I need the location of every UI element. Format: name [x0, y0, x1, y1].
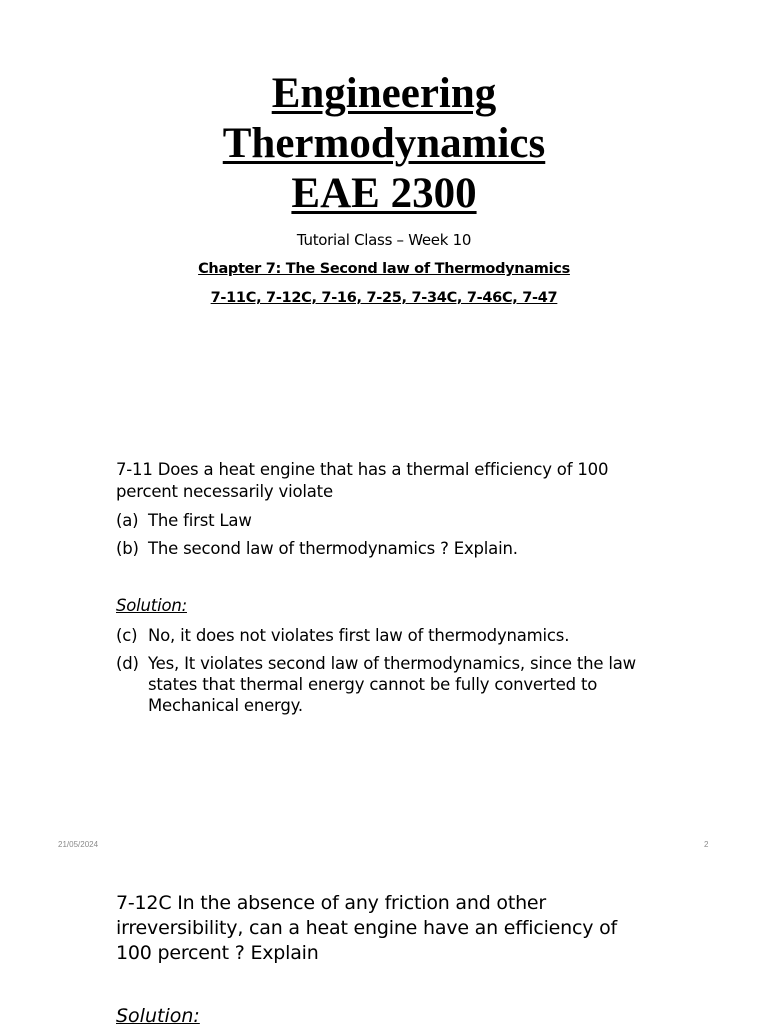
title-line-1: Engineering: [271, 70, 497, 117]
question-line-1: 7-11 Does a heat engine that has a thermal efficiency of 100: [116, 460, 609, 479]
solution-label-2: Solution:: [116, 1005, 200, 1027]
answer-label: (d): [116, 654, 139, 673]
footer-page-number: 2: [704, 840, 709, 849]
title-line-2: Thermodynamics: [222, 120, 546, 167]
chapter-heading: Chapter 7: The Second law of Thermodynamics: [198, 261, 570, 277]
subtitle: Tutorial Class – Week 10: [296, 231, 472, 249]
option-a: [116, 510, 646, 531]
problem-list: 7-11C, 7-12C, 7-16, 7-25, 7-34C, 7-46C, 7-47: [210, 290, 558, 306]
option-text: The first Law: [148, 511, 252, 530]
answer-c: [116, 625, 646, 646]
option-label: (a): [116, 511, 139, 530]
answer-text: Yes, It violates second law of thermodynamics, since the law states that thermal energy cannot be fully converted to Mechanical energy.: [148, 654, 636, 715]
question-line-2: percent necessarily violate: [116, 482, 333, 501]
question-7-12c: 7-12C In the absence of any friction and other irreversibility, can a heat engine have an efficiency of 100 percent ? Explain: [116, 892, 618, 964]
option-label: (b): [116, 539, 139, 558]
answer-label: (c): [116, 626, 138, 645]
option-b: [116, 538, 646, 559]
option-text: The second law of thermodynamics ? Explain.: [148, 539, 518, 558]
answer-text: No, it does not violates first law of thermodynamics.: [148, 626, 570, 645]
solution-label: Solution:: [116, 596, 187, 615]
footer-date: 21/05/2024: [58, 840, 99, 849]
answer-d: [116, 653, 646, 716]
title-line-3: EAE 2300: [291, 170, 477, 217]
